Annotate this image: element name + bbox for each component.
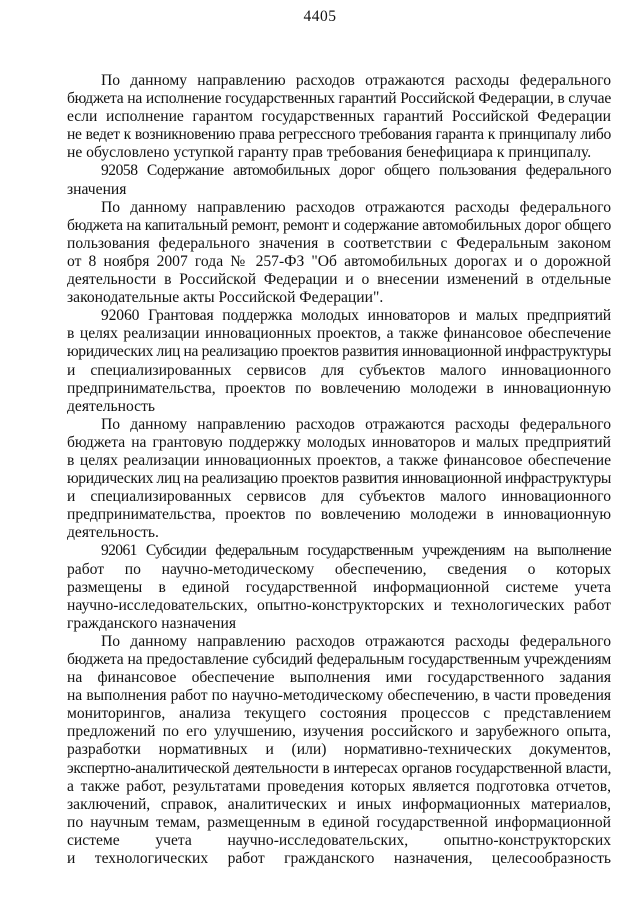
text-line: а также работ, результатами проведения которых является подготовка отчетов, [67,777,611,795]
text-line: и специализированных сервисов для субъектов малого инновационного [67,361,611,379]
text-line: и специализированных сервисов для субъектов малого инновационного [67,488,611,506]
text-line: 92060 Грантовая поддержка молодых инноваторов и малых предприятий [101,307,611,325]
text-line: размещены в единой государственной информационной системе учета [67,578,611,596]
text-line: По данному направлению расходов отражаются расходы федерального [101,72,611,89]
text-line: и технологических работ гражданского назначения, целесообразность [67,850,611,868]
text-line: 92061 Субсидии федеральным государственным учреждениям на выполнение [101,542,611,560]
text-line: на финансовое обеспечение выполнения ими государственного задания [67,669,611,687]
paragraph-p5 [67,416,611,543]
text-line: юридических лиц на реализацию проектов развития инновационной инфраструктуры [67,470,612,488]
text-line: предпринимательства, проектов по вовлечению молодежи в инновационную [67,379,611,397]
text-line: научно-исследовательских, опытно-конструкторских и технологических работ [67,596,611,614]
text-line: если исполнение гарантом государственных гарантий Российской Федерации [67,108,611,126]
paragraph-p2 [67,162,611,198]
text-line: не ведет к возникновению права регрессного требования гаранта к принципалу либо [67,126,611,144]
text-line: деятельность [67,397,156,415]
text-line: работ по научно-методическому обеспечению, сведения о которых [67,560,611,578]
page-number: 4405 [303,8,337,25]
text-line: на выполнения работ по научно-методическому обеспечению, в части проведения [67,687,611,705]
text-line: по научным темам, размещенным в единой государственной информационной [67,813,611,831]
text-line: По данному направлению расходов отражаются расходы федерального [101,198,611,216]
text-line: 92058 Содержание автомобильных дорог общего пользования федерального [101,162,611,180]
text-line: юридических лиц на реализацию проектов развития инновационной инфраструктуры [67,343,612,361]
paragraph-p6 [67,542,611,632]
text-line: экспертно-аналитической деятельности в интересах органов государственной власти, [67,759,611,777]
text-line: в целях реализации инновационных проектов, а также финансовое обеспечение [67,325,611,343]
text-line: деятельность. [67,524,159,542]
text-line: деятельности в Российской Федерации и о внесении изменений в отдельные [67,271,611,289]
document-body [67,72,611,868]
text-line: мониторингов, анализа текущего состояния процессов с представлением [67,705,611,723]
text-line: бюджета на капитальный ремонт, ремонт и содержание автомобильных дорог общего [67,216,611,234]
text-line: системе учета научно-исследовательских, опытно-конструкторских [67,831,611,849]
text-line: в целях реализации инновационных проектов, а также финансовое обеспечение [67,451,611,469]
text-line: пользования федерального значения в соответствии с Федеральным законом [67,234,611,252]
text-line: заключений, справок, аналитических и иных информационных материалов, [67,795,611,813]
text-line: не обусловлено уступкой гаранту прав требования бенефициара к принципалу. [67,144,592,162]
text-line: от 8 ноября 2007 года № 257-ФЗ "Об автомобильных дорогах и о дорожной [67,252,611,270]
text-line: предпринимательства, проектов по вовлечению молодежи в инновационную [67,506,611,524]
text-line: бюджета на предоставление субсидий федеральным государственным учреждениям [67,651,611,668]
text-line: разработки нормативных и (или) нормативно-технических документов, [67,741,611,759]
text-line: значения [67,180,127,198]
paragraph-p1 [67,72,611,162]
text-line: гражданского назначения [67,614,236,632]
text-line: По данному направлению расходов отражаются расходы федерального [101,415,611,433]
text-line: бюджета на грантовую поддержку молодых инноваторов и малых предприятий [67,433,611,451]
text-line: законодательные акты Российской Федерации". [67,289,384,307]
text-line: предложений по его улучшению, изучения российского и зарубежного опыта, [67,723,611,741]
paragraph-p4 [67,307,611,416]
text-line: бюджета на исполнение государственных гарантий Российской Федерации, в случае [67,90,611,108]
text-line: По данному направлению расходов отражаются расходы федерального [101,632,611,650]
paragraph-p3 [67,199,611,308]
paragraph-p7 [67,633,611,868]
